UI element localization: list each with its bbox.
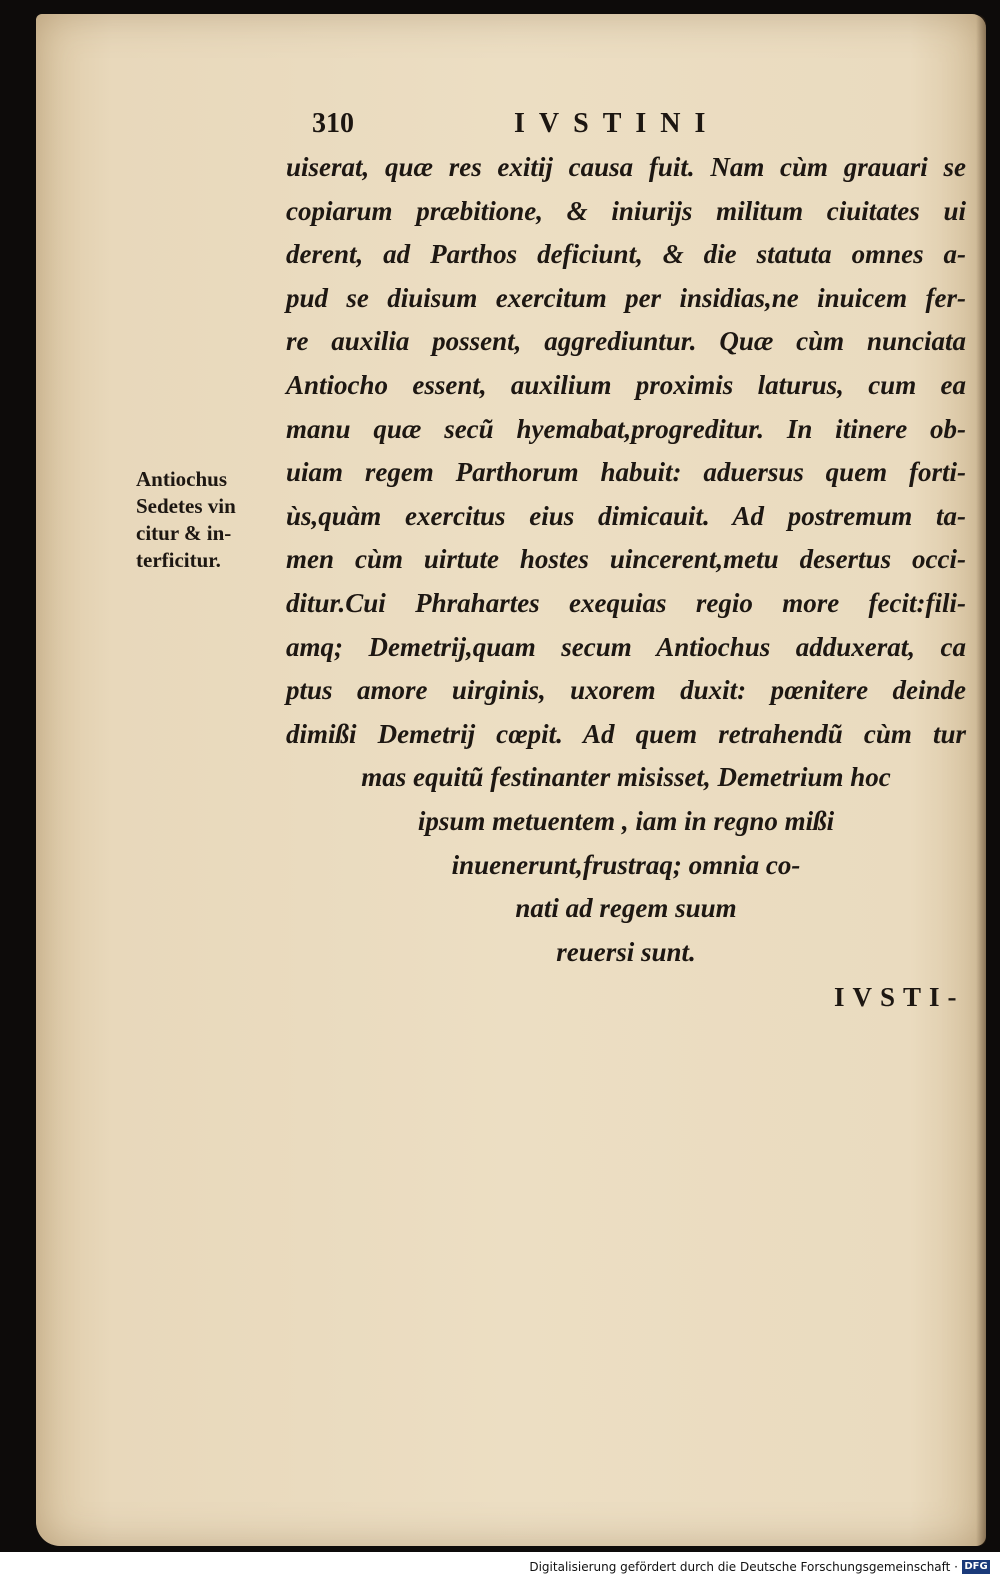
text-line: derent, ad Parthos deficiunt, & die statuta omnes a- <box>286 239 966 270</box>
text-line: uiserat, quæ res exitij causa fuit. Nam cùm grauari se <box>286 152 966 182</box>
digitization-footer <box>0 1552 1000 1580</box>
marginal-note-line: Antiochus <box>136 467 228 491</box>
page-edge-shadow <box>976 14 986 1546</box>
text-line: copiarum præbitione, & iniurijs militum ciuitates ui <box>286 195 966 226</box>
dfg-logo: DFG <box>962 1560 990 1574</box>
text-line: ùs,quàm exercitus eius dimicauit. Ad postremum ta- <box>286 500 966 531</box>
marginal-note <box>136 466 286 574</box>
book-page <box>36 14 986 1546</box>
marginal-note-line: citur & in- <box>136 521 232 545</box>
text-line: pud se diuisum exercitum per insidias,ne inuicem fer- <box>286 282 966 313</box>
text-line: ditur.Cui Phrahartes exequias regio more fecit:fili- <box>286 587 966 618</box>
text-line: amq; Demetrij,quam secum Antiochus adduxerat, ca <box>286 631 966 662</box>
running-head: IVSTINI <box>514 108 720 139</box>
text-line: uiam regem Parthorum habuit: aduersus quem forti- <box>286 457 966 488</box>
catchword: IVSTI- <box>834 982 965 1012</box>
text-line: inuenerunt,frustraq; omnia co- <box>451 849 801 880</box>
text-line: re auxilia possent, aggrediuntur. Quæ cùm nunciata <box>286 326 966 357</box>
page-number: 310 <box>312 108 354 139</box>
text-line: nati ad regem suum <box>515 893 737 924</box>
marginal-note-line: terficitur. <box>136 548 221 572</box>
text-line: dimißi Demetrij cœpit. Ad quem retrahendũ cùm tur <box>286 718 966 749</box>
body-text <box>286 146 966 974</box>
text-line: ptus amore uirginis, uxorem duxit: pœnitere deinde <box>286 675 966 706</box>
text-line: manu quæ secũ hyemabat,progreditur. In itinere ob- <box>286 413 966 444</box>
marginal-note-line: Sedetes vin <box>136 494 236 518</box>
funding-credit: Digitalisierung gefördert durch die Deutsche Forschungsgemeinschaft · <box>529 1560 958 1574</box>
text-line: ipsum metuentem , iam in regno mißi <box>417 805 835 836</box>
text-line: Antiocho essent, auxilium proximis laturus, cum ea <box>286 369 966 400</box>
page-header <box>36 108 986 148</box>
text-line: reuersi sunt. <box>556 936 696 967</box>
text-line: men cùm uirtute hostes uincerent,metu desertus occi- <box>286 544 966 575</box>
text-line: mas equitũ festinanter misisset, Demetrium hoc <box>361 762 891 793</box>
